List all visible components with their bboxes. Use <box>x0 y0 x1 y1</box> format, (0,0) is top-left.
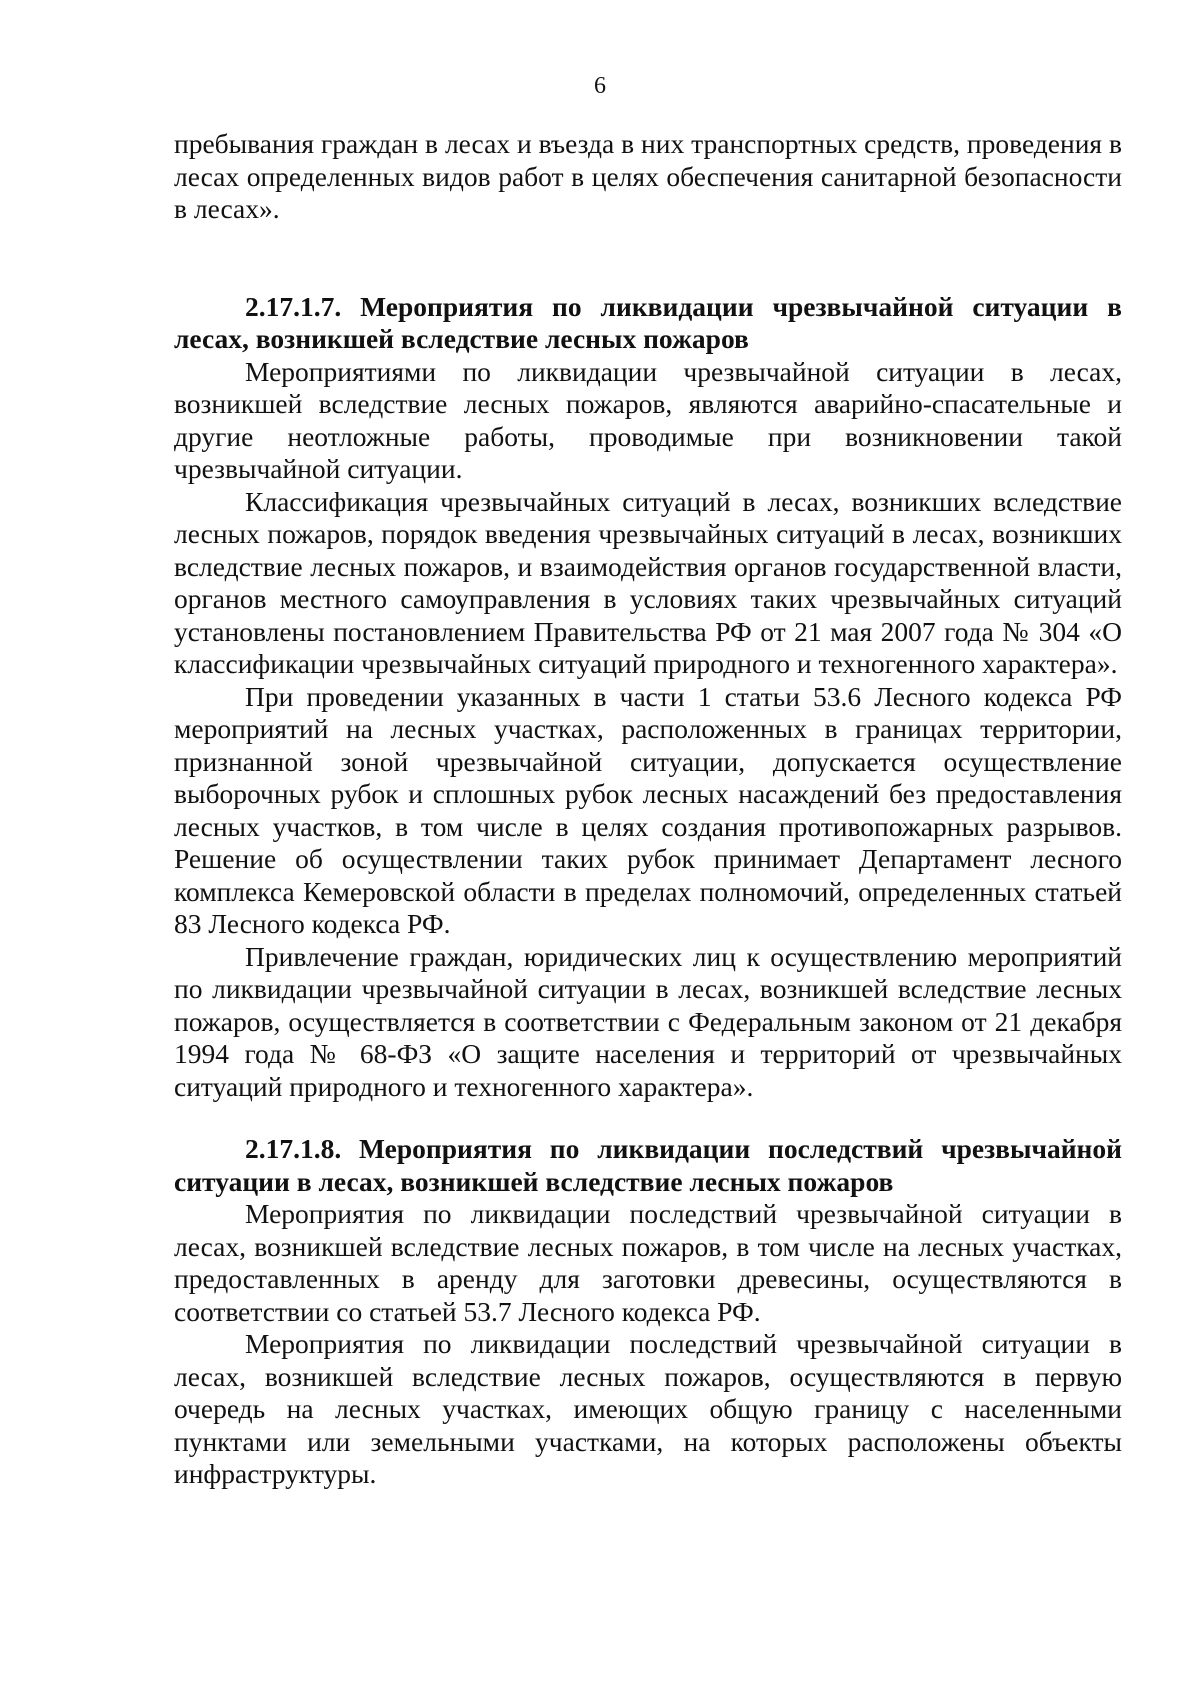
body-paragraph: Мероприятиями по ликвидации чрезвычайной ситуации в лесах, возникшей вследствие лесных пожаров, являются аварийно-спасательные и другие неотложные работы, проводимые при возникновении такой чрезвычайной ситуации. <box>174 355 1122 484</box>
section-heading-2-17-1-7: 2.17.1.7. Мероприятия по ликвидации чрезвычайной ситуации в лесах, возникшей вследствие лесных пожаров <box>174 290 1122 354</box>
body-paragraph: Мероприятия по ликвидации последствий чрезвычайной ситуации в лесах, возникшей вследствие лесных пожаров, в том числе на лесных участках, предоставленных в аренду для заготовки древесины, осуществляются в соответствии со статьей 53.7 Лесного кодекса РФ. <box>174 1198 1122 1327</box>
section-spacer <box>174 226 1122 291</box>
section-spacer <box>174 1103 1122 1133</box>
body-paragraph: Классификация чрезвычайных ситуаций в лесах, возникших вследствие лесных пожаров, порядок введения чрезвычайных ситуаций в лесах, возникших вследствие лесных пожаров, и взаимодействия органов государственной власти, органов местного самоуправления в условиях таких чрезвычайных ситуаций установлены постановлением Правительства РФ от 21 мая 2007 года № 304 «О классификации чрезвычайных ситуаций природного и техногенного характера». <box>174 485 1122 679</box>
continuation-paragraph: пребывания граждан в лесах и въезда в них транспортных средств, проведения в лесах определенных видов работ в целях обеспечения санитарной безопасности в лесах». <box>174 128 1122 224</box>
body-paragraph: При проведении указанных в части 1 статьи 53.6 Лесного кодекса РФ мероприятий на лесных участках, расположенных в границах территории, признанной зоной чрезвычайной ситуации, допускается осуществление выборочных рубок и сплошных рубок лесных насаждений без предоставления лесных участков, в том числе в целях создания противопожарных разрывов. Решение об осуществлении таких рубок принимает Департамент лесного комплекса Кемеровской области в пределах полномочий, определенных статьей 83 Лесного кодекса РФ. <box>174 680 1122 939</box>
body-paragraph: Привлечение граждан, юридических лиц к осуществлению мероприятий по ликвидации чрезвычайной ситуации в лесах, возникшей вследствие лесных пожаров, осуществляется в соответствии с Федеральным законом от 21 декабря 1994 года № 68-ФЗ «О защите населения и территорий от чрезвычайных ситуаций природного и техногенного характера». <box>174 940 1122 1102</box>
page-body <box>174 128 1122 1491</box>
section-heading-2-17-1-8: 2.17.1.8. Мероприятия по ликвидации последствий чрезвычайной ситуации в лесах, возникшей вследствие лесных пожаров <box>174 1133 1122 1197</box>
body-paragraph: Мероприятия по ликвидации последствий чрезвычайной ситуации в лесах, возникшей вследствие лесных пожаров, осуществляются в первую очередь на лесных участках, имеющих общую границу с населенными пунктами или земельными участками, на которых расположены объекты инфраструктуры. <box>174 1328 1122 1489</box>
page-number: 6 <box>594 73 606 99</box>
